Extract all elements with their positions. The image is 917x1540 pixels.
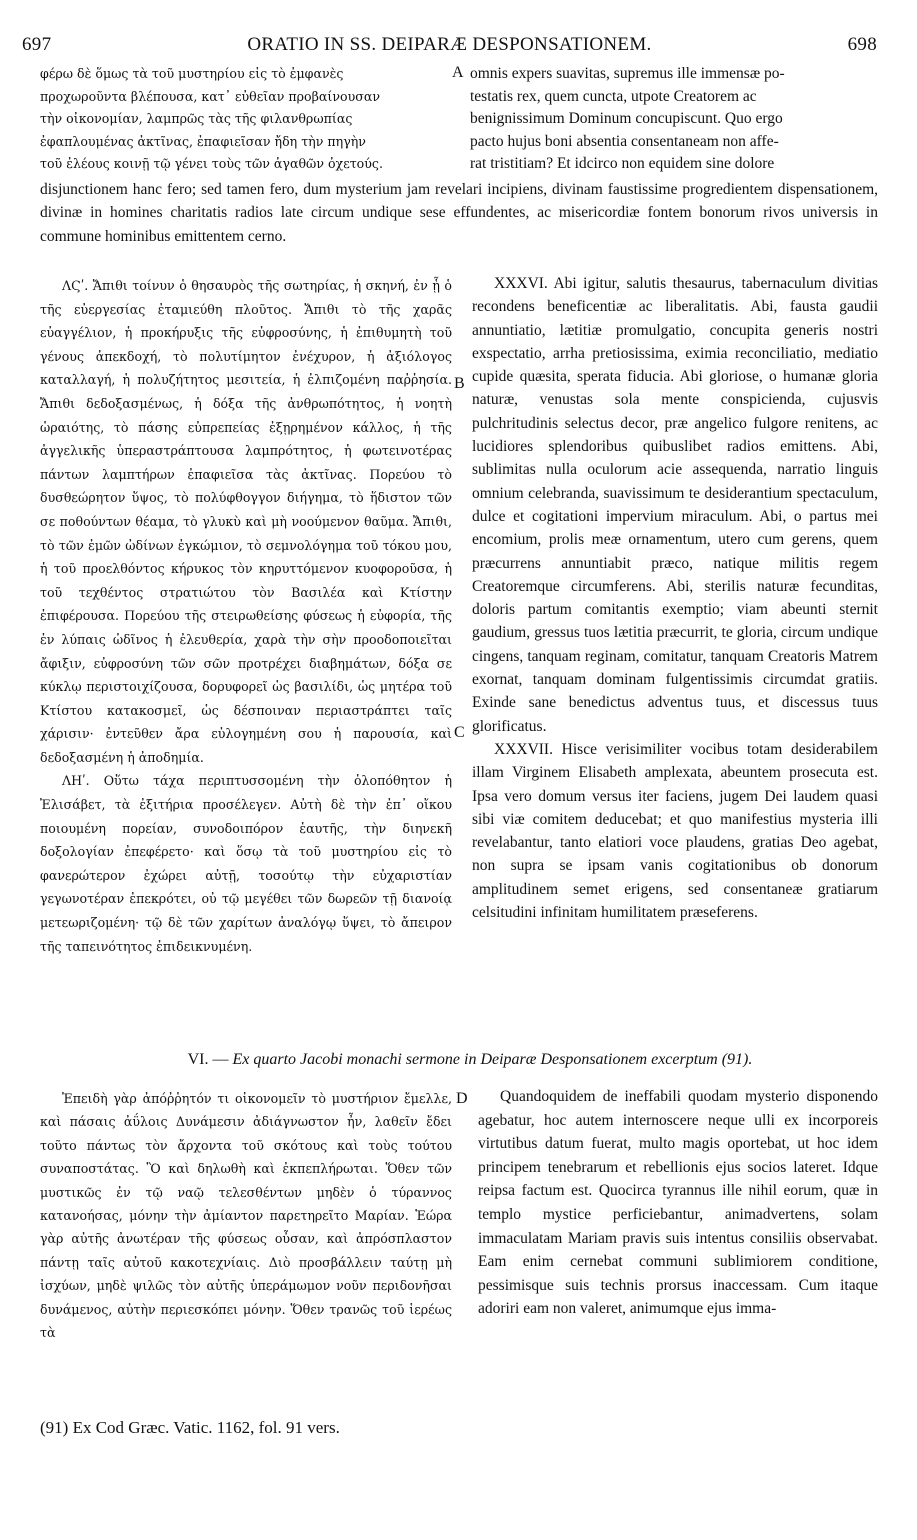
margin-marker-d: D (456, 1090, 468, 1107)
latin-line: pacto hujus boni absentia consentaneam non affe- (470, 132, 779, 150)
greek-line: προχωροῦντα βλέπουσα, κατ᾽ εὐθεῖαν προβαίνουσαν (40, 88, 381, 104)
section-number: VI. — (187, 1051, 229, 1068)
greek-column-1 (40, 274, 452, 958)
latin-line: rat tristitiam? Et idcirco non equidem sine dolore (470, 155, 775, 173)
section-title: Ex quarto Jacobi monachi sermone in Deiparæ Desponsationem excerptum (91). (232, 1051, 753, 1068)
page-header (22, 34, 877, 58)
greek-top-fragment (40, 63, 448, 176)
page-number-left: 697 (22, 34, 52, 55)
latin-top-fragment (470, 63, 878, 176)
latin-line: testatis rex, quem cuncta, utpote Creatorem ac (470, 87, 757, 105)
greek-line: φέρω δὲ ὅμως τὰ τοῦ μυστηρίου εἰς τὸ ἐμφανὲς (40, 66, 344, 81)
full-width-text: disjunctionem hanc fero; sed tamen fero, dum mysterium jam revelari incipiens, divinam faustissime progredientem dispensationem, divinæ in homines charitatis radios late circum undique sese effundentes, ac misericordiæ fontem bonorum rivos universis in commune hominibus emittentem cerno. (40, 181, 878, 245)
margin-marker-b: B (454, 375, 465, 392)
latin-section-vi: Quandoquidem de ineffabili quodam mysterio disponendo agebatur, hoc autem internoscere neque ulli ex incorporeis virtutibus datum fuerat, multo magis oportebat, ut hoc idem principem tenebrarum et rebellionis ejus socios lateret. Idque reipsa factum est. Quocirca tyrannus ille nihil eorum, quæ in templo mystice perficiebantur, animadvertens, solam immaculatam Mariam pravis suis intentus consiliis observabat. Eam enim cernebat communi sublimiorem conditione, pessimisque suis technis prorsus inaccessam. Cum itaque adoriri eam non valeret, animumque ejus imma- (478, 1088, 878, 1318)
latin-column-2 (478, 1085, 878, 1321)
margin-marker-a: A (452, 64, 464, 81)
greek-column-2 (40, 1087, 452, 1344)
margin-marker-c: C (454, 724, 465, 741)
greek-section-36: ΛϚʹ. Ἄπιθι τοίνυν ὁ θησαυρὸς τῆς σωτηρίας, ἡ σκηνή, ἐν ᾗ ὁ τῆς εὐεργεσίας ἐταμιεύθη πλοῦτος. Ἄπιθι τὸ τῆς χαρᾶς εὐαγγέλιον, ἡ προκήρυξις τῆς εὐφροσύνης, ἡ ἐπιθυμητὴ τοῦ γένους ἀπεκδοχή, τὸ πολυτίμητον ἐνέχυρον, ἡ ἀξιόλογος καταλλαγή, ἡ πολυζήτητος μεσιτεία, ἡ ἐλπιζομένη παῤῥησία. Ἄπιθι δεδοξασμένως, ἡ δόξα τῆς ἀνθρωπότητος, ἡ νοητὴ ὡραιότης, τὸ πάσης εὐπρεπείας ἐξῃρημένον κάλλος, ἡ τῆς ἀγγελικῆς ὑπεραστράπτουσα λαμπρότητος, ἡ φωτεινοτέρας πάντων λαμπτήρων ἐπαφιεῖσα τὰς ἀκτῖνας. Πορεύου τὸ δυσθεώρητον ὕψος, τὸ πολύφθογγον διήγημα, τὸ ἥδιστον τῶν σε ποθούντων θέαμα, τὸ γλυκὺ καὶ μὴ νοούμενον θαῦμα. Ἄπιθι, τὸ τῶν ἐμῶν ὠδίνων ἐγκώμιον, τὸ σεμνολόγημα τοῦ τόκου μου, ἡ τοῦ προελθόντος κήρυκος τὸν κηρυττόμενον κυοφοροῦσα, ἡ τοῦ τεχθέντος στρατιώτου τὸν Βασιλέα καὶ Κτίστην ἐπιφέρουσα. Πορεύου τῆς στειρωθείσης φύσεως ἡ εὐφορία, τῆς ἐν λύπαις ὠδῖνος ἡ ἐλευθερία, χαρὰ τὴν σὴν προοδοποιεῖται ἄφιξιν, εὐφροσύνη τῶν σῶν προτρέχει διαβημάτων, δόξα σε κύκλῳ περιστοιχίζουσα, δορυφορεῖ ὡς βασιλίδι, ὡς μητέρα τοῦ Κτίστου κατακοσμεῖ, ὡς δέσποιναν περιαστράπτει ταῖς χάρισιν· ἐντεῦθεν ἄρα εὐλογημένη σου ἡ παρουσία, καὶ δεδοξασμένη ἡ ἀποδημία. (40, 278, 452, 765)
greek-line: τὴν οἰκονομίαν, λαμπρῶς τὰς τῆς φιλανθρωπίας (40, 111, 353, 127)
footnote: (91) Ex Cod Græc. Vatic. 1162, fol. 91 vers. (40, 1418, 340, 1437)
running-title: ORATIO IN SS. DEIPARÆ DESPONSATIONEM. (247, 34, 652, 55)
latin-line: benignissimum Dominum concupiscunt. Quo ergo (470, 110, 783, 128)
greek-section-38: ΛΗʹ. Οὕτω τάχα περιπτυσσομένη τὴν ὁλοπόθητον ἡ Ἐλισάβετ, τὰ ἐξιτήρια προσέλεγεν. Αὐτὴ δὲ τὴν ἐπ᾽ οἴκου ποιουμένη πορείαν, συνοδοιπόρον ἑαυτῆς, τὴν διηνεκῆ δοξολογίαν ἐπεφέρετο· καὶ ὅσῳ τὰ τοῦ μυστηρίου εἰς τὸ φανερώτερον ἐχώρει αὐτῇ, τοσούτῳ τὴν εὐχαριστίαν γεγωνοτέραν ἐπεκρότει, οὐ τῷ μεγέθει τῶν δωρεῶν τῇ διανοίᾳ μετεωριζομένη· τῷ δὲ τῶν χαρίτων ἀναλόγῳ ὕψει, τὸ ἄπειρον τῆς ταπεινότητος ἐπιδεικνυμένη. (40, 773, 452, 954)
latin-line: omnis expers suavitas, supremus ille immensæ po- (470, 65, 785, 82)
greek-line: ἐφαπλουμένας ἀκτῖνας, ἐπαφιεῖσαν ἤδη τὴν πηγὴν (40, 133, 366, 149)
latin-column-1 (472, 272, 878, 924)
section-heading (40, 1051, 900, 1069)
greek-line: τοῦ ἐλέους κοινῇ τῷ γένει τοὺς τῶν ἀγαθῶν ὀχετούς. (40, 156, 383, 172)
page-number-right: 698 (847, 34, 877, 55)
greek-section-vi: Ἐπειδὴ γὰρ ἀπόῤῥητόν τι οἰκονομεῖν τὸ μυστήριον ἔμελλε, καὶ πάσαις ἀΰλοις Δυνάμεσιν ἀδιάγνωστον ἦν, λαθεῖν ἔδει τοῦτο πάντως τὸν ἄρχοντα τοῦ σκότους καὶ τοὺς τούτου συναποστάτας. Ὃ καὶ δηλωθὴ καὶ ἐκπεπλήρωται. Ὅθεν τῶν μυστικῶς ἐν τῷ ναῷ τελεσθέντων μηδὲν ὁ τύραννος κατανοήσας, μόνην τὴν ἀμίαντον παρετηρεῖτο Μαρίαν. Ἑώρα γὰρ αὐτῆς ἀνωτέραν τῆς φύσεως οὖσαν, καὶ ἀπρόσπλαστον πάντῃ ταῖς αὐτοῦ κακοτεχνίαις. Διὸ προσβάλλειν ταύτῃ μὴ ἰσχύων, μηδὲ ψιλῶς τὸν αὐτῆς ὑπεράμωμον νοῦν περιδονῆσαι δυνάμενος, αὐτὴν περιεσκόπει μόνην. Ὅθεν τρανῶς τοῦ ἱερέως τὰ (40, 1091, 452, 1341)
full-width-paragraph (40, 178, 878, 248)
latin-section-37: XXXVII. Hisce verisimiliter vocibus totam desiderabilem illam Virginem Elisabeth amplexata, abeuntem prosecuta est. Ipsa vero domum versus iter faciens, jugem Dei laudem quasi sibi viæ comitem deducebat; et quo manifestius mysteria illi revelabantur, tanto elatiori voce plaudens, gratias Deo agebat, non supra se ipsam vanis cogitationibus ob donorum amplitudinem semet erigens, sed consentaneæ gratiarum celsitudini infinitam humilitatem præseferens. (472, 740, 878, 922)
latin-section-36: XXXVI. Abi igitur, salutis thesaurus, tabernaculum divitias recondens beneficentiæ ac liberalitatis. Abi, fausta gaudii annuntiatio, lætitiæ promulgatio, concupita generis nostri exspectatio, arrha pretiosissima, eximia reconciliatio, mediatio cupide quæsita, sperata fiducia. Abi gloriose, o humanæ gloria naturæ, venustas sola mente conspicienda, cujusvis pulchritudinis selectus decor, præ angelico fulgore renitens, ac lucidiores splendoribus quibuslibet radios emittens. Abi, sublimitas nulla oculorum acie assequenda, narratio linguis omnium celebranda, suavissimum te desiderantium spectaculum, dulce et cogitationi impervium miraculum. Abi, o partus mei encomium, prolis meæ ornamentum, utero cum gerens, quem præcurrens annuntiabit præco, natique militis regem Creatoremque circumferens. Abi, sterilis naturæ fecunditas, doloris partum comitantis exemptio; viam abeunti sternit gaudium, gressus tuos lætitia præcurrit, te gloria, circum undique cingens, tanquam reginam, comitatur, tanquam Creatoris Matrem exornat, tanquam dominam fulgentissimis circumdat gratiis. Exinde sane benedictus adventus tuus, et discessus tuus glorificatus. (472, 275, 878, 735)
